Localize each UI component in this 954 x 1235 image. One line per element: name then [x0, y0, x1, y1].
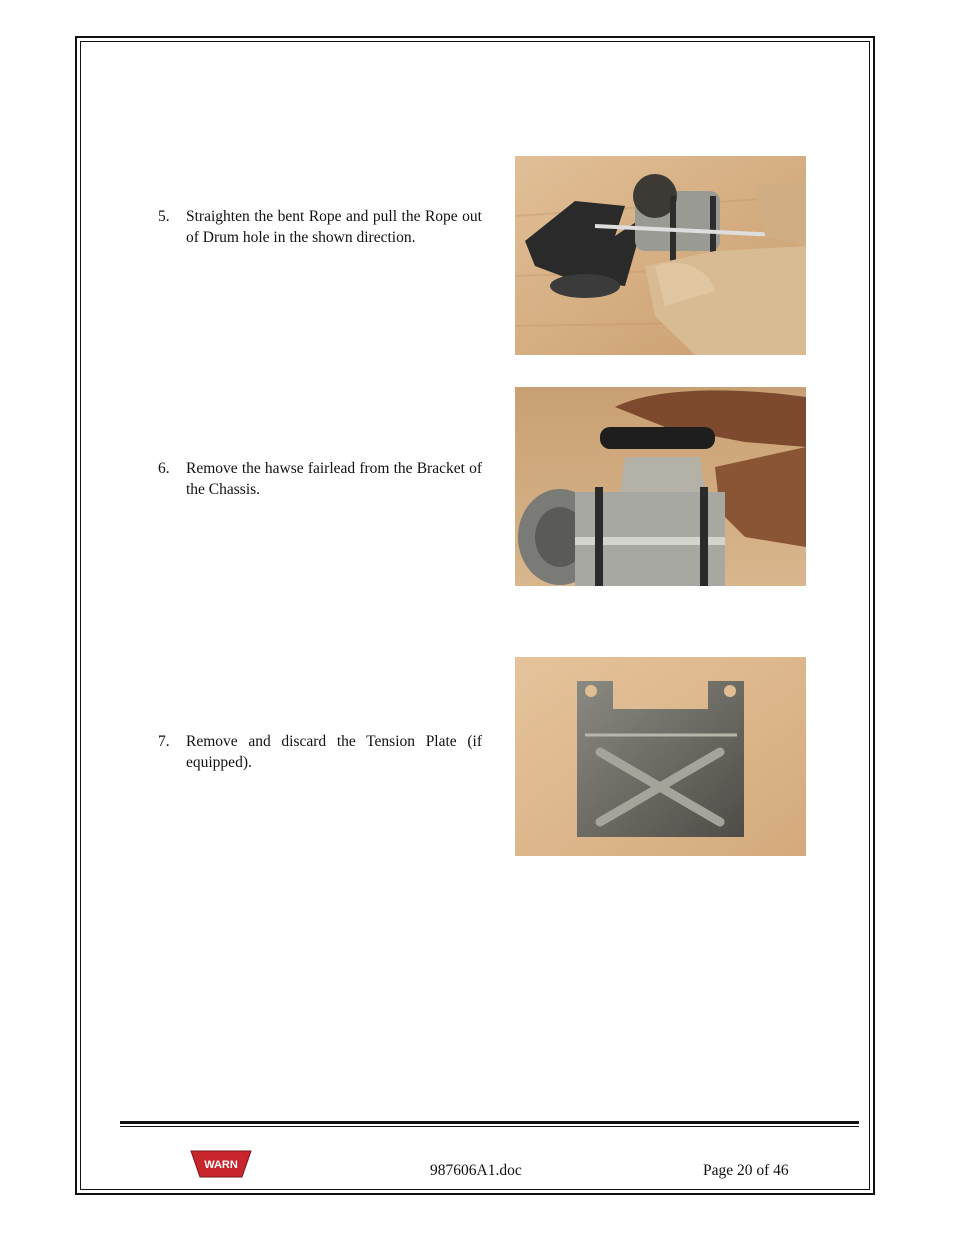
photo-tension-plate [515, 657, 806, 856]
warn-logo [190, 1149, 252, 1179]
footer-rule [120, 1121, 859, 1124]
step-5 [158, 207, 482, 248]
step-number: 5. [158, 208, 170, 225]
logo-text: WARN [204, 1159, 238, 1171]
page-number: Page 20 of 46 [703, 1162, 789, 1179]
step-7 [158, 732, 482, 773]
photo-fairlead-removal [515, 387, 806, 586]
step-6 [158, 459, 482, 500]
step-number: 6. [158, 460, 170, 477]
step-text: Straighten the bent Rope and pull the Rope out of Drum hole in the shown direction. [186, 208, 482, 246]
step-text: Remove and discard the Tension Plate (if equipped). [186, 733, 482, 771]
photo-rope-removal [515, 156, 806, 355]
step-text: Remove the hawse fairlead from the Bracket of the Chassis. [186, 460, 482, 498]
footer-rule-thin [120, 1126, 859, 1127]
step-number: 7. [158, 733, 170, 750]
document-name: 987606A1.doc [430, 1162, 522, 1179]
